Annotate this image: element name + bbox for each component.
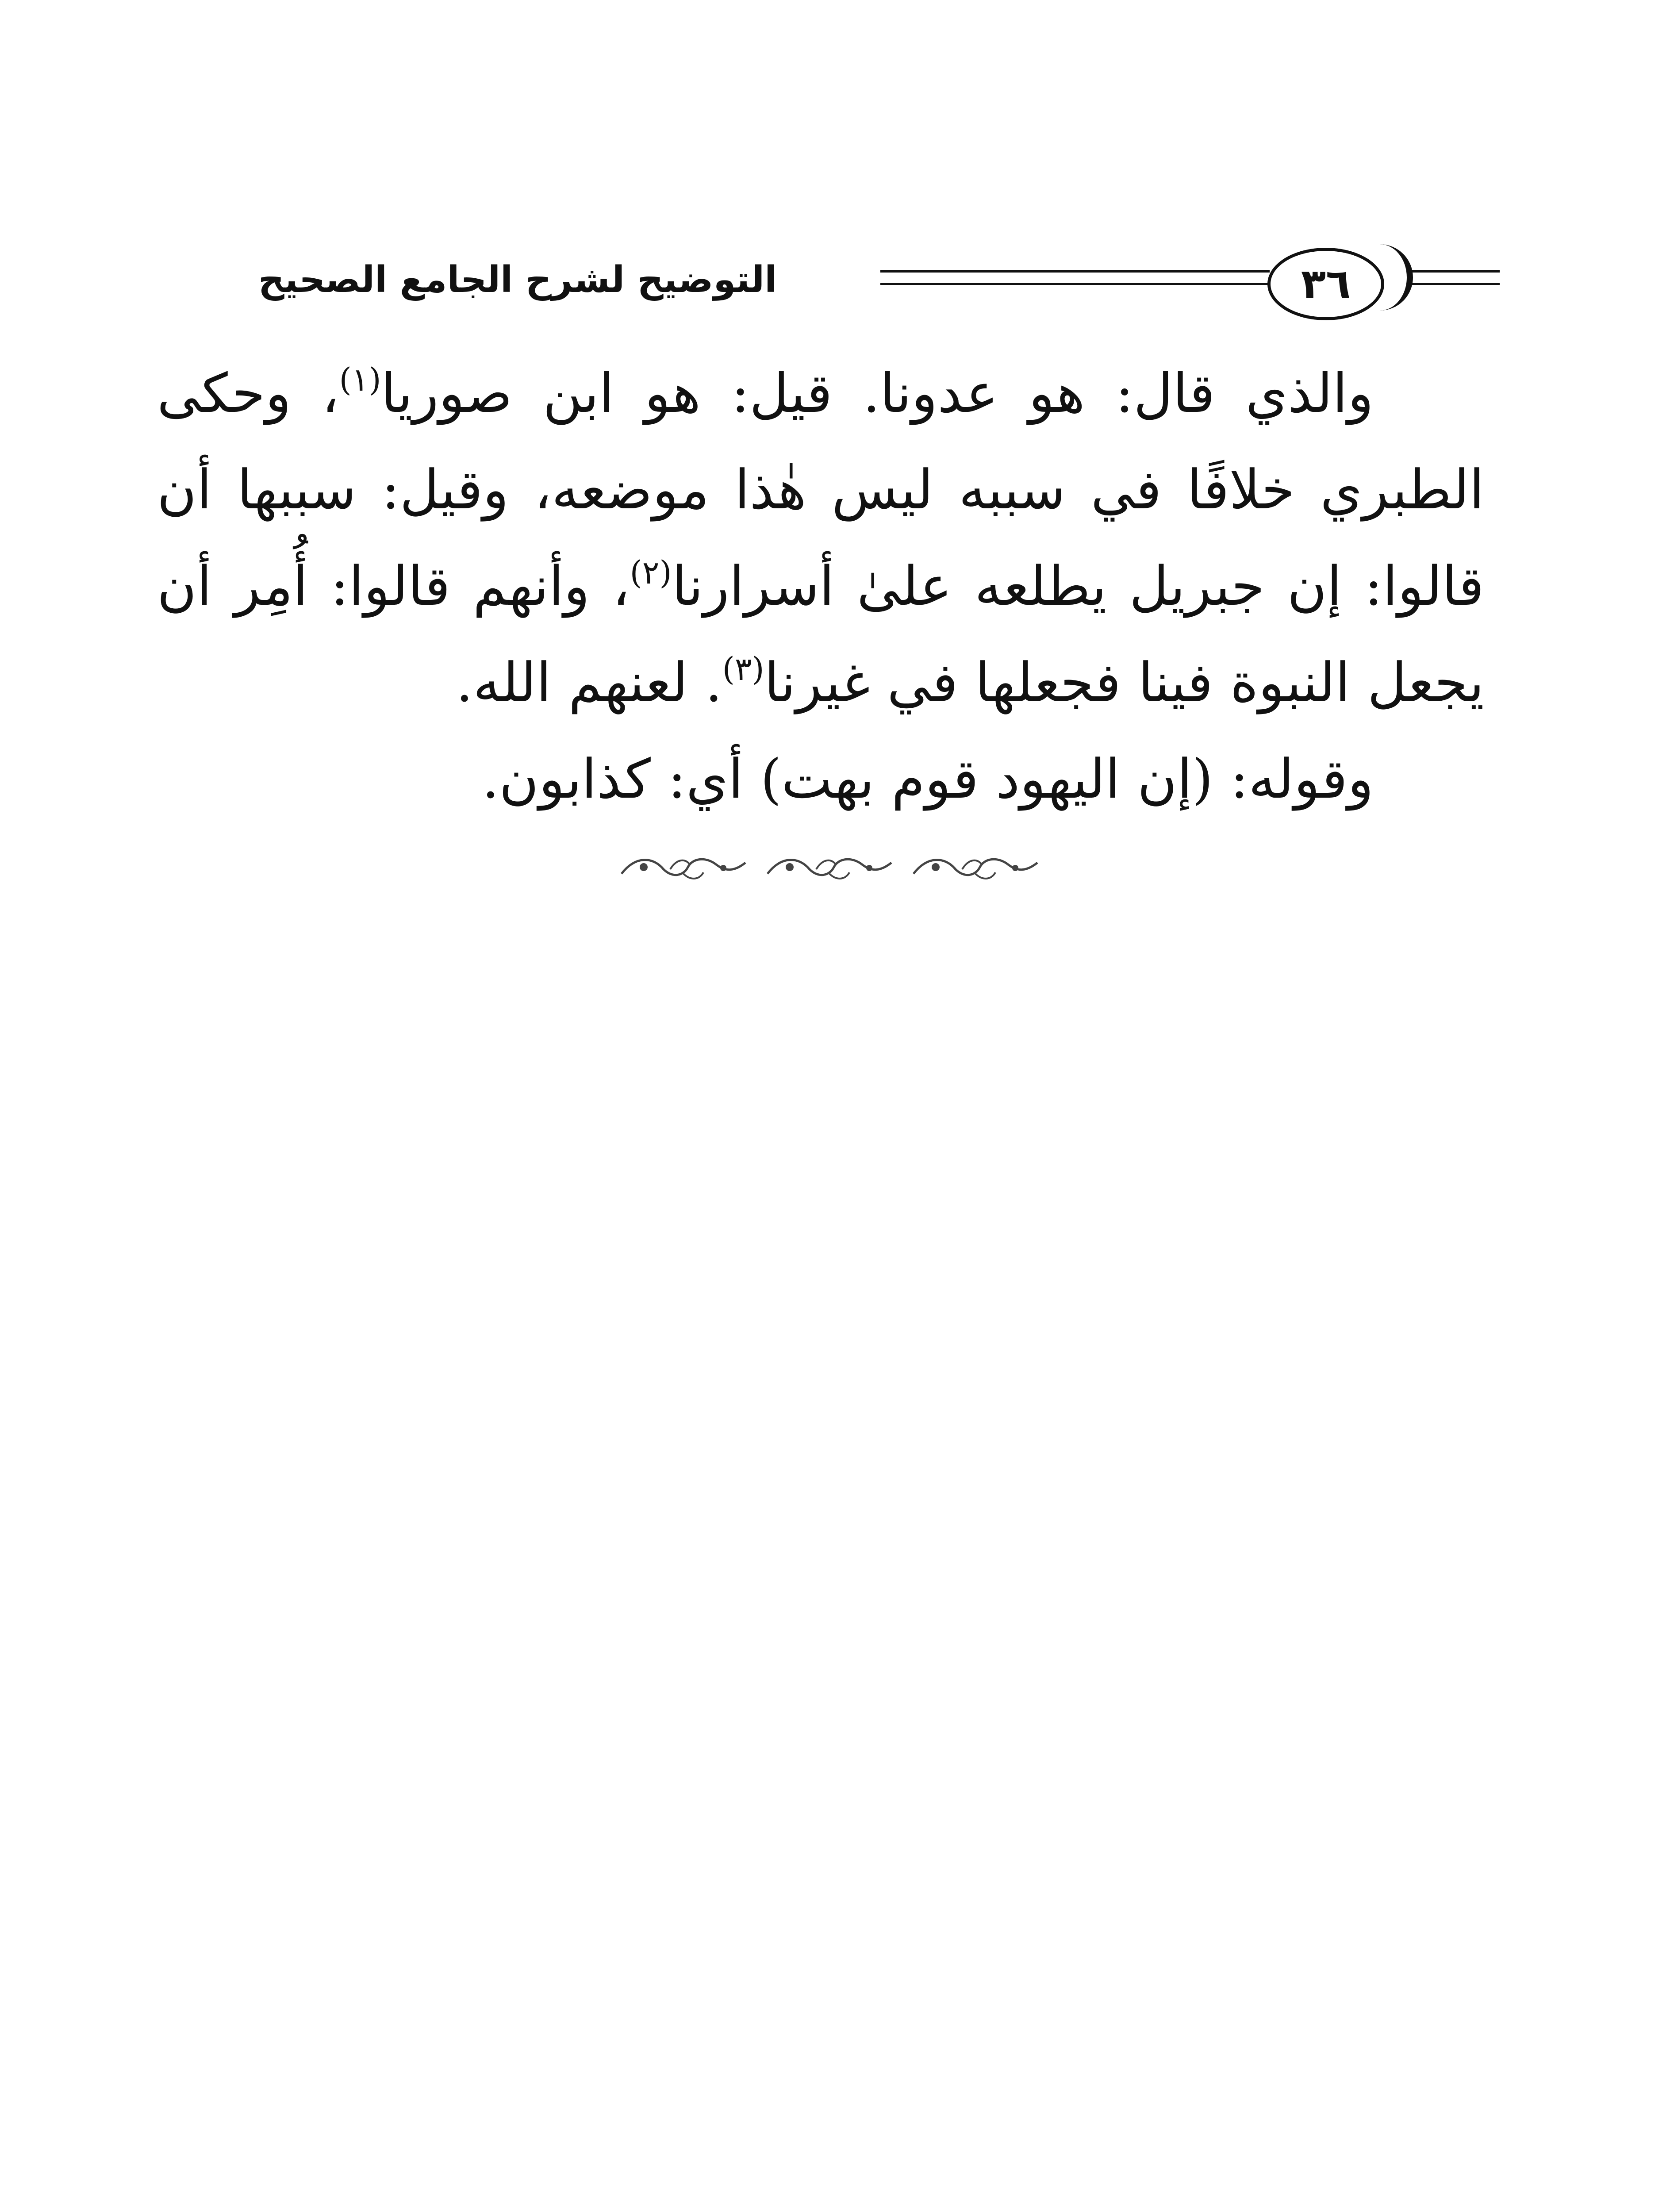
text-segment: والذي قال: هو عدونا. قيل: هو ابن صوريا bbox=[381, 362, 1374, 425]
footnote-reference[interactable]: (١) bbox=[339, 361, 381, 398]
paragraph bbox=[157, 345, 1484, 731]
running-header bbox=[155, 239, 1500, 327]
main-text bbox=[157, 345, 1484, 827]
footnote-reference[interactable]: (٣) bbox=[722, 650, 764, 687]
ornament-segment-icon bbox=[909, 849, 1042, 885]
text-segment: ، وأنهم قالوا: أُمِر أن يجعل النبوة فينا فجعلها في غيرنا bbox=[157, 555, 1484, 714]
paragraph: وقوله: (إن اليهود قوم بهت) أي: كذابون. bbox=[482, 748, 1374, 810]
text-segment: ، وحكى الطبري خلافًا في سببه ليس هٰذا موضعه، وقيل: سببها أن قالوا: إن جبريل يطلعه علىٰ أسرارنا bbox=[157, 362, 1484, 618]
ornament-segment-icon bbox=[763, 849, 896, 885]
footnote-reference[interactable]: (٢) bbox=[630, 554, 672, 591]
header-rule-right-top bbox=[1407, 270, 1500, 273]
ornament-segment-icon bbox=[617, 849, 750, 885]
header-rule-right-bottom bbox=[1407, 283, 1500, 285]
page-number: ٣٦ bbox=[1267, 248, 1384, 320]
text-segment: . لعنهم الله. bbox=[456, 651, 722, 714]
running-title: التوضيح لشرح الجامع الصحيح bbox=[155, 256, 880, 304]
floral-divider-ornament-icon bbox=[617, 847, 1042, 887]
